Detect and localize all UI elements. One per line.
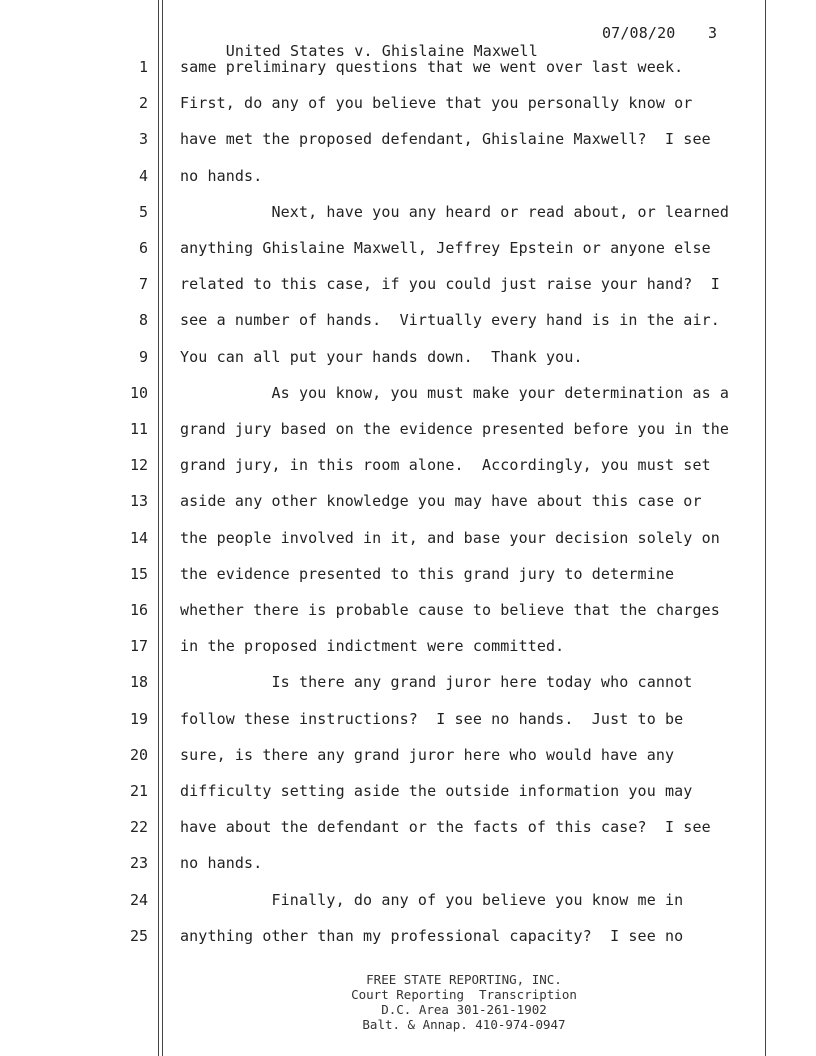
line-text: grand jury, in this room alone. Accordingly, you must set: [180, 456, 711, 475]
line-text: anything other than my professional capacity? I see no: [180, 926, 684, 945]
transcript-line: [0, 203, 816, 239]
line-number: 11: [129, 420, 148, 438]
transcript-line: [0, 637, 816, 673]
transcript-line: [0, 348, 816, 384]
line-text: same preliminary questions that we went over last week.: [180, 58, 684, 76]
line-text: Is there any grand juror here today who cannot: [180, 673, 693, 692]
line-text: First, do any of you believe that you personally know or: [180, 94, 693, 113]
line-text: Next, have you any heard or read about, or learned: [180, 202, 730, 221]
line-number: 20: [129, 745, 148, 764]
line-text: difficulty setting aside the outside information you may: [180, 782, 693, 800]
line-number: 24: [129, 890, 148, 909]
line-number: 22: [129, 818, 148, 837]
transcript-line: [0, 746, 816, 782]
phone-dc: D.C. Area 301-261-1902: [381, 1002, 547, 1017]
transcript-line: [0, 384, 816, 420]
line-text: anything Ghislaine Maxwell, Jeffrey Epstein or anyone else: [180, 239, 711, 257]
line-text: no hands.: [180, 166, 263, 185]
line-text: the people involved in it, and base your decision solely on: [180, 528, 720, 547]
line-number: 5: [138, 202, 148, 221]
line-text: the evidence presented to this grand jury to determine: [180, 564, 675, 583]
line-number: 23: [129, 854, 148, 873]
line-number: 25: [129, 926, 148, 945]
line-number: 18: [129, 673, 148, 692]
transcript-line: [0, 854, 816, 890]
transcript-line: [0, 601, 816, 637]
line-number: 16: [129, 601, 148, 619]
transcript-line: [0, 130, 816, 166]
line-number: 12: [129, 456, 148, 475]
transcript-line: [0, 818, 816, 854]
phone-balt: Balt. & Annap. 410-974-0947: [362, 1017, 566, 1032]
line-number: 3: [138, 130, 148, 149]
transcript-line: [0, 167, 816, 203]
line-number: 21: [129, 782, 148, 800]
transcript-line: [0, 673, 816, 709]
transcript-line: [0, 311, 816, 347]
line-text: As you know, you must make your determination as a: [180, 383, 730, 402]
line-text: sure, is there any grand juror here who would have any: [180, 745, 675, 764]
transcript-line: [0, 565, 816, 601]
line-number: 7: [138, 275, 148, 294]
line-text: in the proposed indictment were committed.: [180, 637, 565, 656]
line-number: 19: [129, 709, 148, 728]
line-number: 13: [129, 492, 148, 511]
line-number: 14: [129, 528, 148, 547]
transcript-line: [0, 782, 816, 818]
transcript-line: [0, 420, 816, 456]
line-text: grand jury based on the evidence presented before you in the: [180, 420, 730, 438]
reporting-company: FREE STATE REPORTING, INC.: [366, 972, 562, 987]
line-text: see a number of hands. Virtually every hand is in the air.: [180, 311, 720, 330]
transcript-date: 07/08/20: [602, 24, 676, 42]
line-number: 6: [138, 239, 148, 257]
page-number: 3: [708, 24, 718, 42]
line-number: 2: [138, 94, 148, 113]
line-text: Finally, do any of you believe you know me in: [180, 890, 684, 909]
line-number: 17: [129, 637, 148, 656]
transcript-line: [0, 94, 816, 130]
line-number: 1: [138, 58, 148, 76]
transcript-line: [0, 492, 816, 528]
transcript-line: [0, 927, 816, 963]
line-number: 4: [138, 166, 148, 185]
reporter-footer: [163, 972, 765, 1032]
transcript-line: [0, 891, 816, 927]
line-text: aside any other knowledge you may have about this case or: [180, 492, 702, 511]
transcript-line: [0, 58, 816, 94]
transcript-line: [0, 275, 816, 311]
case-title: United States v. Ghislaine Maxwell: [225, 42, 538, 60]
reporting-services: Court Reporting Transcription: [351, 987, 577, 1002]
transcript-line: [0, 456, 816, 492]
transcript-line: [0, 239, 816, 275]
line-number: 15: [129, 564, 148, 583]
line-text: related to this case, if you could just raise your hand? I: [180, 275, 720, 294]
transcript-line: [0, 710, 816, 746]
line-number: 9: [138, 347, 148, 366]
line-text: follow these instructions? I see no hands. Just to be: [180, 709, 684, 728]
line-text: You can all put your hands down. Thank you.: [180, 347, 583, 366]
line-text: have about the defendant or the facts of this case? I see: [180, 818, 711, 837]
line-text: have met the proposed defendant, Ghislaine Maxwell? I see: [180, 130, 711, 149]
line-text: no hands.: [180, 854, 263, 873]
line-text: whether there is probable cause to believe that the charges: [180, 601, 720, 619]
transcript-line: [0, 529, 816, 565]
line-number: 8: [138, 311, 148, 330]
line-number: 10: [129, 383, 148, 402]
